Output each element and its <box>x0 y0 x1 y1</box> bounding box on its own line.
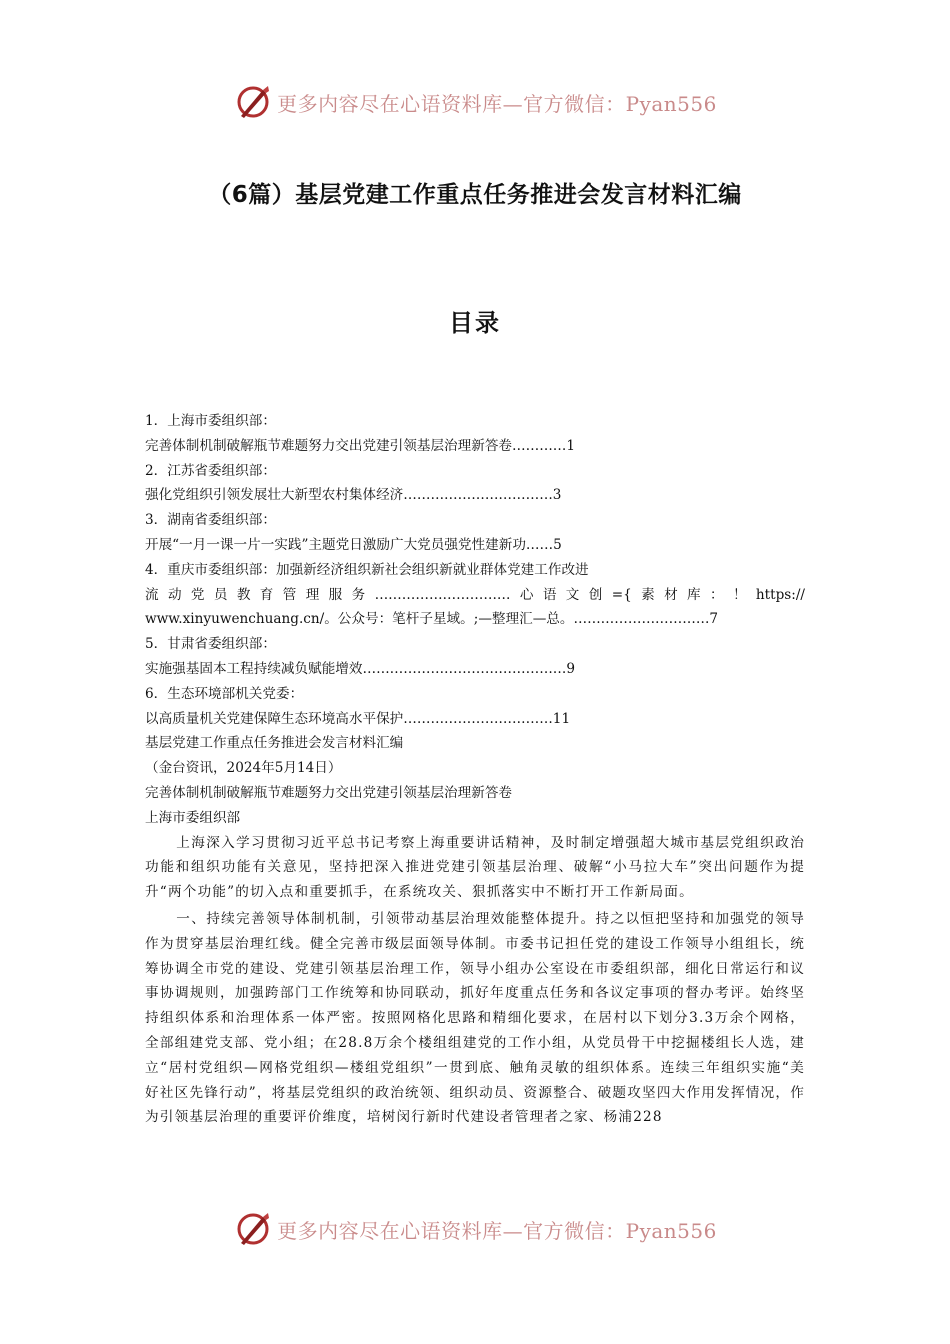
pen-logo-icon <box>233 1209 273 1249</box>
footer-watermark-banner <box>0 1207 950 1251</box>
table-of-contents <box>145 409 805 731</box>
toc-org: 3．湖南省委组织部： <box>145 512 276 529</box>
body-paragraph: 一、持续完善领导体制机制，引领带动基层治理效能整体提升。持之以恒把坚持和加强党的领导作为贯穿基层治理红线。健全完善市级层面领导体制。市委书记担任党的建设工作领导小组组长，统筹协调全市党的建设、党建引领基层治理工作，领导小组办公室设在市委组织部，细化日常运行和议事协调规则，加强跨部门工作统筹和协同联动，抓好年度重点任务和各议定事项的督办考评。始终坚持组织体系和治理体系一体严密。按照网格化思路和精细化要求，在居村以下划分3.3万余个网格，全部组建党支部、党小组；在28.8万余个楼组组建党的工作小组，从党员骨干中挖掘楼组长人选，建立“居村党组织—网格党组织—楼组党组织”一贯到底、触角灵敏的组织体系。连续三年组织实施“美好社区先锋行动”，将基层党组织的政治统领、组织动员、资源整合、破题攻坚四大作用发挥情况，作为引领基层治理的重要评价维度，培树闵行新时代建设者管理者之家、杨浦228 <box>145 910 805 1126</box>
article-author: 上海市委组织部 <box>145 809 241 826</box>
toc-entry[interactable]: 完善体制机制破解瓶节难题努力交出党建引领基层治理新答卷…………1 <box>145 437 576 454</box>
toc-org: 5．甘肃省委组织部： <box>145 636 276 653</box>
body-paragraph: 上海深入学习贯彻习近平总书记考察上海重要讲话精神，及时制定增强超大城市基层党组织政治功能和组织功能有关意见，坚持把深入推进党建引领基层治理、破解“小马拉大车”突出问题作为提升“两个功能”的切入点和重要抓手，在系统攻关、狠抓落实中不断打开工作新局面。 <box>145 834 805 901</box>
toc-org: 6．生态环境部机关党委： <box>145 685 304 702</box>
pen-logo-icon <box>233 82 273 122</box>
article-title: 完善体制机制破解瓶节难题努力交出党建引领基层治理新答卷 <box>145 784 513 801</box>
toc-org: 2．江苏省委组织部： <box>145 462 276 479</box>
toc-org: 1．上海市委组织部： <box>145 413 276 429</box>
banner-text: 更多内容尽在心语资料库—官方微信：Pyan556 <box>277 91 717 116</box>
document-content <box>145 409 805 1130</box>
toc-entry[interactable]: 实施强基固本工程持续减负赋能增效………………………………………9 <box>145 660 576 677</box>
toc-org: 4．重庆市委组织部：加强新经济组织新社会组织新就业群体党建工作改进 <box>145 561 589 578</box>
toc-entry[interactable]: 开展“一月一课一片一实践”主题党日激励广大党员强党性建新功……5 <box>145 536 562 553</box>
toc-entry-continued[interactable]: www.xinyuwenchuang.cn/。公众号：笔杆子星域。;—整理汇—总。…………………………7 <box>145 611 719 628</box>
toc-entry[interactable]: 以高质量机关党建保障生态环境高水平保护……………………………11 <box>145 710 571 727</box>
compilation-title: 基层党建工作重点任务推进会发言材料汇编 <box>145 735 404 752</box>
toc-heading: 目录 <box>449 309 501 337</box>
toc-entry[interactable]: 强化党组织引领发展壮大新型农村集体经济……………………………3 <box>145 487 562 504</box>
document-title: （6篇）基层党建工作重点任务推进会发言材料汇编 <box>208 182 742 208</box>
banner-text: 更多内容尽在心语资料库—官方微信：Pyan556 <box>277 1218 717 1243</box>
header-watermark-banner <box>0 80 950 124</box>
source-line: （金台资讯，2024年5月14日） <box>145 760 342 777</box>
toc-entry[interactable]: 流动党员教育管理服务…………………………心语文创={素材库：！https:// <box>145 586 805 603</box>
